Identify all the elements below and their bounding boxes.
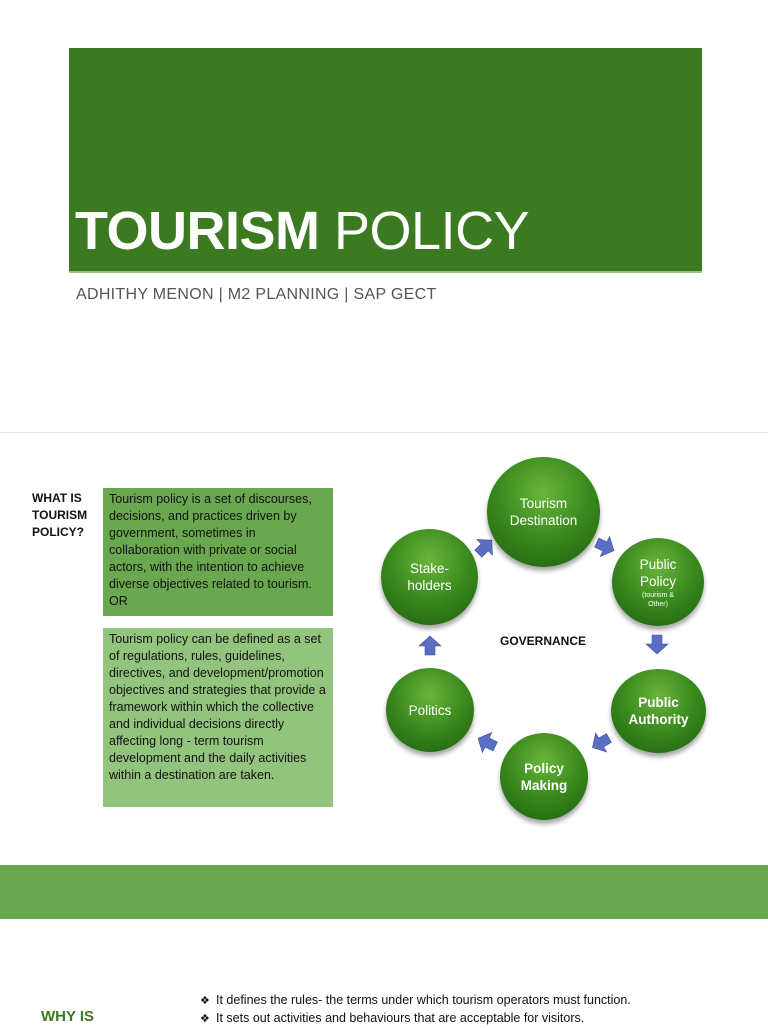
definition-box-2 — [103, 628, 333, 807]
definition-2-text: Tourism policy can be defined as a set of regulations, rules, guidelines, directives, and development/promotion objectives and strategies that provide a framework within which the collective and individual decisions directly affecting long - term tourism development and the daily activities within a destination are taken. — [109, 632, 326, 782]
node-politics — [386, 668, 474, 752]
arrow-icon — [419, 636, 441, 655]
bullet-text: It defines the rules- the terms under which tourism operators must function. — [216, 993, 631, 1007]
node-public-authority — [611, 669, 706, 753]
node-label: Public Authority — [628, 695, 689, 727]
why-heading: WHY IS — [41, 1008, 95, 1025]
title-light: POLICY — [334, 201, 530, 261]
diamond-bullet-icon: ❖ — [200, 1013, 210, 1025]
node-label: Tourism Destination — [509, 496, 578, 528]
node-note: (tourism & Other) — [642, 591, 674, 608]
bullet-text: It sets out activities and behaviours that are acceptable for visitors. — [216, 1011, 585, 1025]
slide-title — [75, 200, 529, 262]
arrow-icon — [592, 533, 619, 561]
question-label: WHAT IS TOURISM POLICY? — [32, 491, 88, 539]
node-label: Politics — [408, 702, 452, 718]
page-divider — [0, 432, 768, 433]
arrow-icon — [473, 728, 500, 756]
definition-or: OR — [109, 594, 128, 608]
node-label: Policy Making — [520, 760, 568, 793]
section-bar — [0, 865, 768, 919]
arrow-icon — [646, 635, 668, 654]
node-label: Public Policy — [639, 556, 677, 589]
arrow-icon — [587, 728, 614, 757]
list-item — [200, 992, 631, 1010]
node-tourism-destination — [487, 457, 600, 567]
title-bold: TOURISM — [75, 201, 320, 261]
reasons-list — [200, 992, 631, 1028]
node-stakeholders — [381, 529, 478, 625]
list-item — [200, 1010, 631, 1028]
diagram-center-label: GOVERNANCE — [500, 634, 587, 648]
node-label: Stake-holders — [407, 561, 452, 593]
node-public-policy — [612, 538, 704, 626]
slide-subtitle: ADHITHY MENON | M2 PLANNING | SAP GECT — [76, 286, 437, 303]
definition-box-1 — [103, 488, 333, 616]
definition-1-text: Tourism policy is a set of discourses, decisions, and practices driven by government, sometimes in collaboration with private or social actors, with the intention to achieve diverse objectives related to tourism. — [109, 492, 312, 591]
diamond-bullet-icon: ❖ — [200, 995, 210, 1007]
node-policy-making — [500, 733, 588, 820]
title-band-shadow — [69, 271, 702, 273]
